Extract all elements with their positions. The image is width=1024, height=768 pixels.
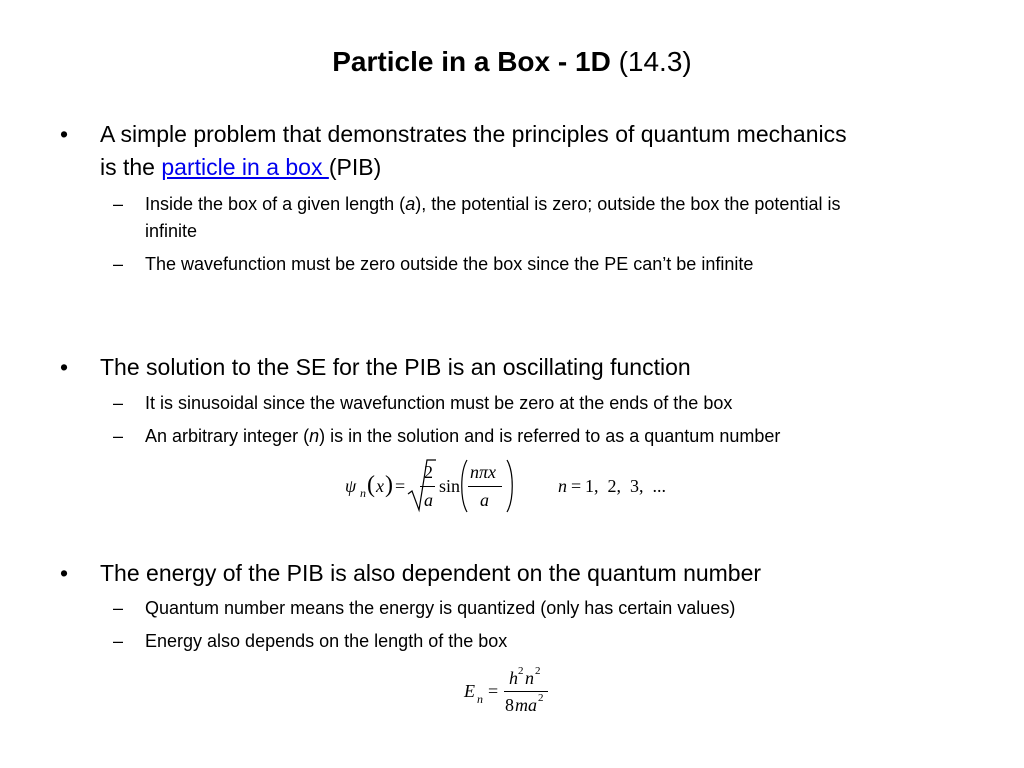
eq1-equals: =: [395, 476, 406, 496]
eq1-npix-text: nπx: [470, 462, 497, 482]
eq1-frac-line-2: [468, 486, 502, 487]
sub-1-1-line2: infinite: [145, 221, 198, 241]
particle-in-a-box-link[interactable]: particle in a box: [161, 154, 329, 180]
eq2-equals: =: [488, 681, 499, 701]
bullet-marker: •: [60, 121, 69, 147]
eq1-lparen: (: [367, 472, 375, 498]
eq1-a1: [424, 490, 433, 511]
dash-marker: –: [113, 194, 124, 214]
eq1-n-list-n-text: n: [558, 476, 567, 496]
bullet-1-text: [100, 118, 970, 184]
eq2-sup-a: 2: [518, 665, 524, 677]
eq1-a2: [480, 490, 489, 511]
eq1-npix: [470, 462, 496, 483]
eq2-n: [525, 668, 534, 689]
eq2-sub-n: [477, 692, 483, 707]
eq2-ma-text: ma: [515, 695, 537, 715]
bullet-marker: •: [60, 560, 69, 586]
dash-marker: –: [113, 631, 124, 651]
sub-2-2-pre: An arbitrary integer (: [145, 426, 310, 446]
dash-marker: –: [113, 393, 124, 413]
sub-2-2-post: ) is in the solution and is referred to as a quantum number: [319, 426, 781, 446]
eq1-frac-line-1: [420, 486, 435, 487]
bullet-1-line2: [100, 151, 970, 184]
eq2-E-text: E: [464, 681, 475, 701]
eq1-a2-text: a: [480, 490, 489, 510]
bullet-marker: •: [60, 354, 69, 380]
sub-1-1-post: ), the potential is zero; outside the box the potential is: [415, 194, 841, 214]
sub-2-2-ital: n: [309, 426, 320, 446]
title-section: (14.3): [610, 46, 692, 77]
sub-1-2-text: The wavefunction must be zero outside the box since the PE can’t be infinite: [145, 254, 754, 274]
eq1-n-list-eq: =: [571, 476, 582, 496]
sub-2-2-text: [145, 423, 975, 450]
eq1-sub-n-text: n: [360, 486, 366, 500]
dash-marker: –: [113, 598, 124, 618]
eq1-x-text: x: [376, 476, 384, 496]
bullet-3-text: The energy of the PIB is also dependent on the quantum number: [100, 560, 762, 586]
eq1-x: [376, 476, 384, 497]
eq1-rparen: ): [385, 472, 393, 498]
eq2-den-8: 8: [505, 695, 514, 715]
sub-3-1-text: Quantum number means the energy is quantized (only has certain values): [145, 598, 736, 618]
eq1-psi-symbol: ψ: [345, 476, 357, 496]
eq2-sup-b: 2: [535, 665, 541, 677]
bullet-1-line1: A simple problem that demonstrates the principles of quantum mechanics: [100, 121, 847, 147]
sub-3-2-text: Energy also depends on the length of the box: [145, 631, 508, 651]
eq1-psi: [345, 476, 356, 497]
slide-title: [0, 42, 1024, 82]
sub-1-1-ital: a: [405, 194, 416, 214]
eq1-sin: sin: [439, 476, 461, 496]
sub-1-1-line1: [145, 191, 975, 218]
eq2-h: [509, 668, 518, 689]
eq2-n-text: n: [525, 668, 534, 688]
title-bold: Particle in a Box - 1D: [332, 46, 611, 77]
bullet-1-post: (PIB): [328, 154, 382, 180]
eq2-sup-c: 2: [538, 692, 544, 704]
eq1-sub-n: [360, 486, 366, 501]
eq2-E: [464, 681, 475, 702]
eq2-ma: [515, 695, 537, 716]
dash-marker: –: [113, 426, 124, 446]
eq1-n-list-n: [558, 476, 567, 497]
eq1-a1-text: a: [424, 490, 433, 510]
eq1-n-list-vals: 1, 2, 3, ...: [585, 476, 666, 496]
bullet-1-pre: is the: [100, 154, 162, 180]
sub-2-1-text: It is sinusoidal since the wavefunction must be zero at the ends of the box: [145, 393, 733, 413]
bullet-2-text: The solution to the SE for the PIB is an oscillating function: [100, 354, 691, 380]
eq1-two: 2: [424, 462, 433, 482]
sub-1-1-text: [145, 191, 975, 245]
eq2-sub-n-text: n: [477, 692, 483, 706]
sub-1-1-pre: Inside the box of a given length (: [145, 194, 406, 214]
eq2-h-text: h: [509, 668, 518, 688]
dash-marker: –: [113, 254, 124, 274]
